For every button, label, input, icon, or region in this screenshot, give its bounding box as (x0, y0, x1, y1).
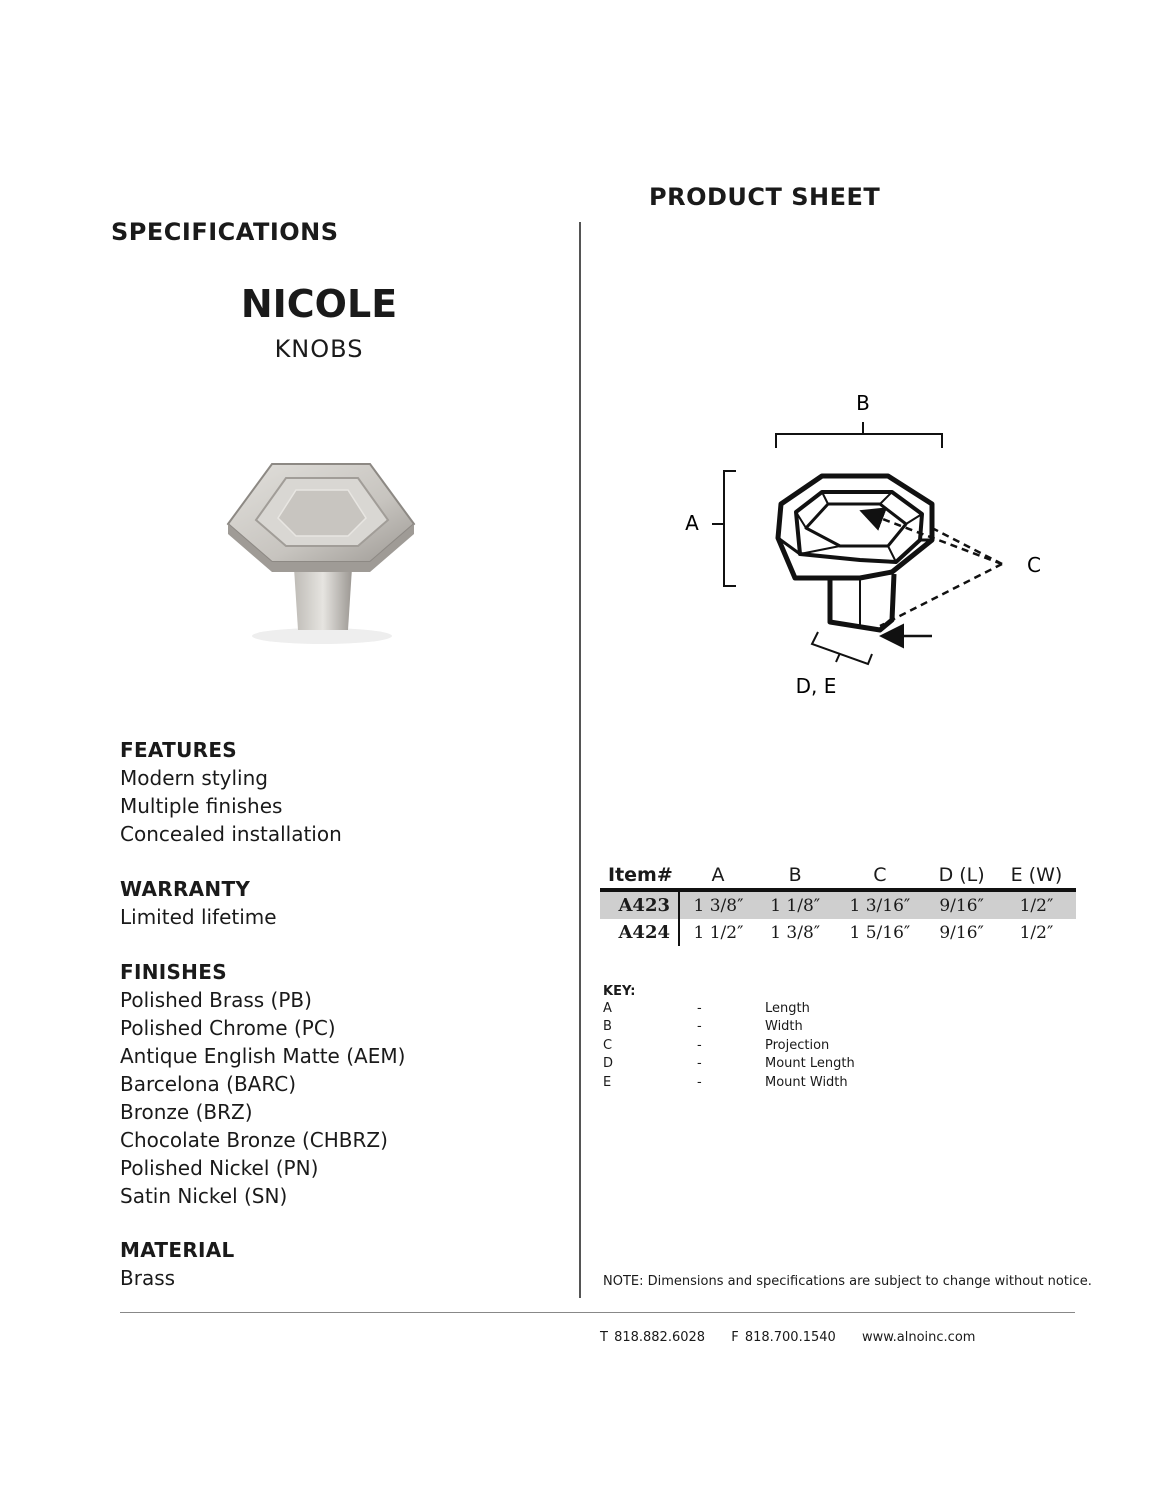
phone-number: T 818.882.6028 (600, 1330, 706, 1345)
material-item: Brass (120, 1266, 176, 1290)
key-letter: E (603, 1074, 612, 1090)
footer-divider (120, 1312, 1075, 1313)
knob-photo (200, 440, 440, 660)
column-header: A (711, 864, 725, 886)
material-title: MATERIAL (120, 1238, 235, 1262)
key-dash: - (697, 1074, 702, 1090)
key-row (603, 1001, 903, 1019)
key-row (603, 1056, 903, 1074)
column-header: Item# (608, 864, 673, 886)
dimension-diagram (670, 388, 1070, 708)
key-dash: - (697, 1001, 702, 1016)
warranty-title: WARRANTY (120, 877, 251, 901)
key-meaning: Length (765, 1001, 810, 1016)
material-section (120, 1236, 235, 1292)
dim-c: 1 5/16″ (849, 922, 911, 943)
finish-item: Antique English Matte (AEM) (120, 1044, 406, 1068)
key-meaning: Mount Width (765, 1074, 848, 1090)
dim-d: 9/16″ (926, 890, 997, 919)
column-header: C (873, 864, 887, 886)
feature-item: Multiple finishes (120, 794, 283, 818)
key-title: KEY: (603, 984, 636, 999)
finish-item: Bronze (BRZ) (120, 1100, 253, 1124)
feature-item: Concealed installation (120, 822, 342, 846)
finish-item: Polished Brass (PB) (120, 988, 312, 1012)
finish-item: Polished Chrome (PC) (120, 1016, 336, 1040)
dim-d: 9/16″ (939, 922, 984, 943)
key-letter: A (603, 1001, 612, 1016)
table-row (600, 890, 1076, 919)
finishes-title: FINISHES (120, 960, 227, 984)
finishes-section (120, 958, 405, 1210)
key-row (603, 1075, 903, 1093)
key-dash: - (697, 1056, 702, 1072)
finish-item: Chocolate Bronze (CHBRZ) (120, 1128, 388, 1152)
dim-a: 1 3/8″ (679, 890, 757, 919)
key-meaning: Width (765, 1019, 803, 1035)
table-row (600, 919, 1076, 946)
key-letter: B (603, 1019, 612, 1035)
dim-e: 1/2″ (997, 890, 1076, 919)
key-letter: C (603, 1037, 613, 1053)
item-number: A423 (600, 890, 679, 919)
label-c: C (1027, 553, 1041, 577)
features-title: FEATURES (120, 738, 237, 762)
dimensions-table (600, 864, 1076, 946)
product-type: KNOBS (274, 335, 364, 363)
contact-footer (600, 1330, 995, 1345)
table-header-row (600, 864, 1076, 890)
dim-c: 1 3/16″ (833, 890, 926, 919)
feature-item: Modern styling (120, 766, 268, 790)
product-sheet-heading: PRODUCT SHEET (649, 183, 881, 211)
label-de: D, E (795, 674, 837, 698)
warranty-item: Limited lifetime (120, 905, 277, 929)
label-a: A (685, 511, 699, 535)
product-name: NICOLE (240, 282, 398, 326)
key-row (603, 1019, 903, 1037)
label-b: B (856, 391, 870, 415)
key-legend (603, 983, 903, 1093)
specifications-heading: SPECIFICATIONS (111, 218, 339, 246)
column-divider (579, 222, 581, 1298)
key-letter: D (603, 1056, 614, 1072)
column-header: B (788, 864, 802, 886)
features-section (120, 736, 342, 848)
item-number: A424 (600, 919, 679, 946)
finish-item: Polished Nickel (PN) (120, 1156, 319, 1180)
dim-b: 1 3/8″ (770, 922, 821, 943)
finish-item: Barcelona (BARC) (120, 1072, 297, 1096)
dim-e: 1/2″ (1019, 922, 1054, 943)
column-header: E (W) (1010, 864, 1063, 886)
key-dash: - (697, 1037, 702, 1053)
key-row (603, 1038, 903, 1056)
website-link[interactable]: www.alnoinc.com (861, 1330, 976, 1345)
dim-a: 1 1/2″ (693, 922, 744, 943)
fax-number: F 818.700.1540 (731, 1330, 836, 1345)
column-header: D (L) (938, 864, 985, 886)
warranty-section (120, 875, 277, 931)
key-meaning: Mount Length (765, 1056, 855, 1072)
key-meaning: Projection (765, 1037, 830, 1053)
finish-item: Satin Nickel (SN) (120, 1184, 288, 1208)
key-dash: - (697, 1019, 702, 1035)
disclaimer-note: NOTE: Dimensions and specifications are subject to change without notice. (603, 1274, 1092, 1289)
dim-b: 1 1/8″ (757, 890, 833, 919)
